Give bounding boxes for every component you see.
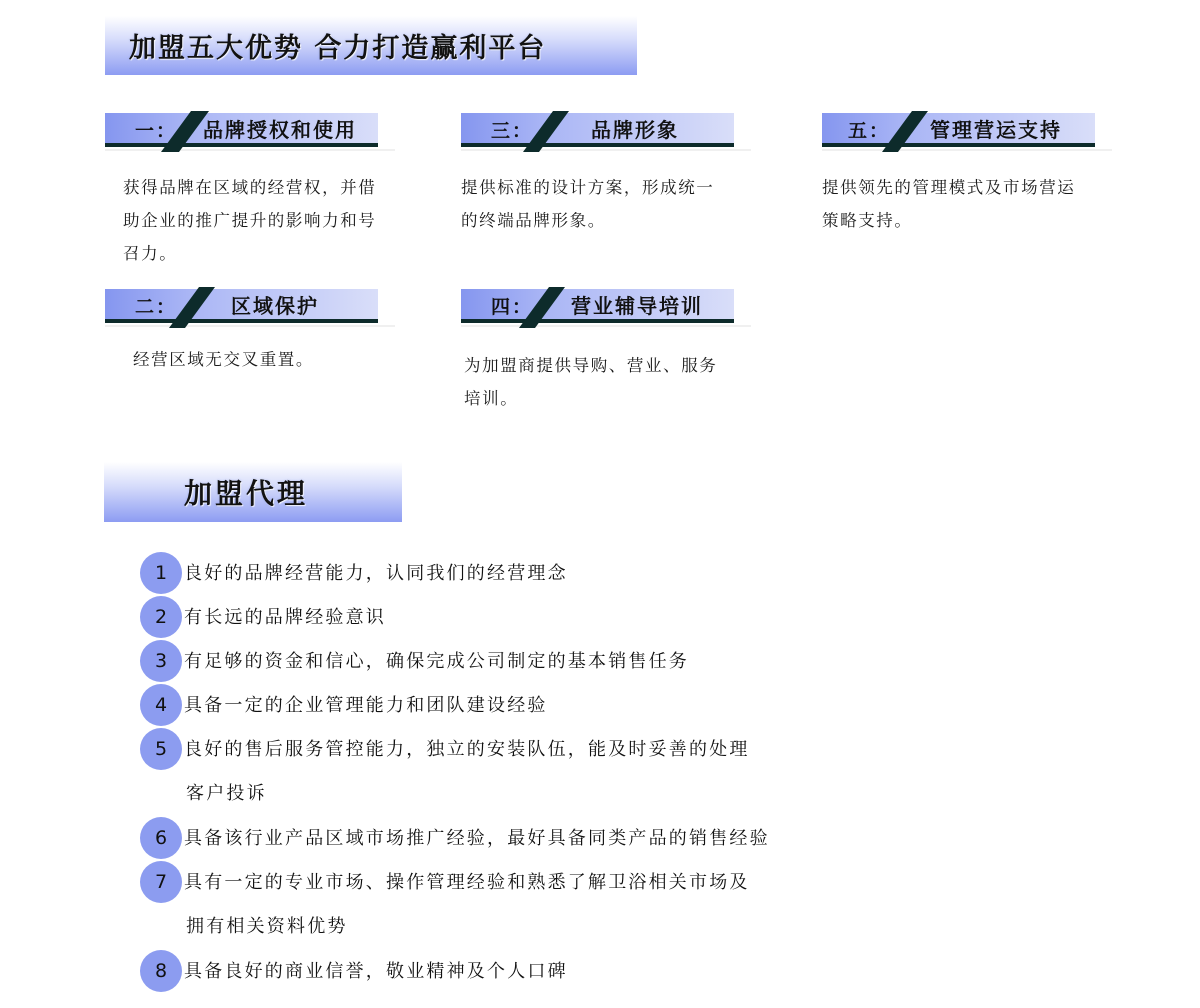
requirement-3-badge: 3 [140,640,182,682]
advantage-1-header [105,111,395,153]
advantage-5-header [822,111,1112,153]
requirement-2-text: 有长远的品牌经验意识 [184,607,386,628]
advantage-1-number: 一： [135,120,178,142]
requirement-4-text: 具备一定的企业管理能力和团队建设经验 [184,695,548,716]
advantage-4-desc-line: 培训。 [464,389,519,408]
agency-banner-title: 加盟代理 [184,477,309,510]
advantage-3-desc-line: 的终端品牌形象。 [461,211,606,230]
advantage-4-description [464,349,717,415]
advantages-banner-title: 加盟五大优势 合力打造赢利平台 [129,33,547,64]
advantage-3-description [461,171,714,237]
requirement-4-badge: 4 [140,684,182,726]
advantage-3-desc-line: 提供标准的设计方案，形成统一 [461,178,715,197]
requirement-8-text: 具备良好的商业信誉，敬业精神及个人口碑 [184,961,568,982]
requirement-5-text: 良好的售后服务管控能力，独立的安装队伍，能及时妥善的处理 [184,739,750,760]
requirement-1-text: 良好的品牌经营能力，认同我们的经营理念 [184,563,568,584]
advantage-4-title: 营业辅导培训 [571,294,703,318]
advantage-2-title: 区域保护 [231,294,319,318]
requirement-6-badge: 6 [140,817,182,859]
requirement-5-badge: 5 [140,728,182,770]
advantage-4-header [461,287,751,329]
advantage-1-title: 品牌授权和使用 [203,118,357,142]
advantage-4-number: 四： [491,296,534,318]
advantage-2-number: 二： [135,296,178,318]
requirement-7-text-continued: 拥有相关资料优势 [186,916,348,937]
requirement-7-text: 具有一定的专业市场、操作管理经验和熟悉了解卫浴相关市场及 [184,872,750,893]
requirement-6-text: 具备该行业产品区域市场推广经验，最好具备同类产品的销售经验 [184,828,770,849]
advantage-3-header [461,111,751,153]
advantage-2-header [105,287,395,329]
advantages-banner [105,16,637,75]
requirement-7-badge: 7 [140,861,182,903]
advantage-1-desc-line: 助企业的推广提升的影响力和号 [123,211,377,230]
requirement-3-text: 有足够的资金和信心，确保完成公司制定的基本销售任务 [184,651,689,672]
advantage-4-desc-line: 为加盟商提供导购、营业、服务 [464,356,718,375]
advantage-5-number: 五： [848,120,891,142]
requirement-5-text-continued: 客户投诉 [186,783,267,804]
requirement-8-badge: 8 [140,950,182,992]
agency-banner [104,462,402,522]
advantage-5-desc-line: 策略支持。 [822,211,913,230]
requirement-1-badge: 1 [140,552,182,594]
advantage-5-desc-line: 提供领先的管理模式及市场营运 [822,178,1076,197]
advantage-3-number: 三： [491,120,534,142]
advantage-5-title: 管理营运支持 [930,118,1062,142]
advantage-1-description [123,171,376,270]
advantage-2-desc-line: 经营区域无交叉重置。 [133,350,314,369]
advantage-1-desc-line: 召力。 [123,244,178,263]
advantage-5-description [822,171,1075,237]
advantage-3-title: 品牌形象 [591,118,679,142]
advantage-2-description [133,343,314,376]
requirement-2-badge: 2 [140,596,182,638]
advantage-1-desc-line: 获得品牌在区域的经营权，并借 [123,178,377,197]
